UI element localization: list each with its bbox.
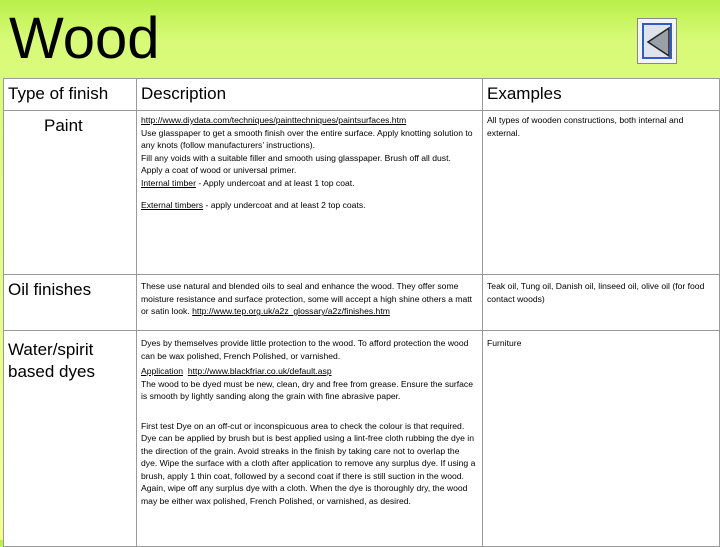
internal-label: Internal timber — [141, 177, 196, 188]
finish-description — [137, 331, 483, 547]
desc-line: Fill any voids with a suitable filler and smooth using glasspaper. Brush off all dust. — [141, 152, 451, 163]
desc-method: First test Dye on an off-cut or inconspicuous area to check the colour is that required. Dye can be applied by brush but is best applied using a lint-free cloth rubbing the dye in the direction of the grain. Avoid streaks in the finish by taking care not to overlap the dye. Wipe the surface with a cloth after application to remove any surplus dye. If using a brush, apply 1 thin coat, followed by a second coat if there is still suction in the wood. Again, wipe off any surplus dye with a cloth. When the dye is thoroughly dry, the wood may be either wax polished, French Polished, or varnished, as desired. — [141, 420, 476, 506]
table-row — [4, 331, 720, 547]
desc-prep: The wood to be dyed must be new, clean, dry and free from grease. Ensure the surface is smooth by lightly sanding along the grain with fine abrasive paper. — [141, 378, 474, 401]
finish-name: Paint — [4, 111, 137, 275]
finish-examples: Furniture — [483, 331, 720, 547]
finish-name: Water/spirit based dyes — [4, 331, 137, 547]
back-arrow-icon — [642, 23, 674, 61]
external-label: External timbers — [141, 200, 204, 210]
link[interactable]: http://www.tep.org.uk/a2z_glossary/a2z/finishes.htm — [192, 306, 390, 316]
table-row — [4, 111, 720, 275]
header-description: Description — [137, 79, 483, 111]
header-examples: Examples — [483, 79, 720, 111]
external-text: - apply undercoat and at least 2 top coats. — [203, 200, 366, 210]
link[interactable]: http://www.diydata.com/techniques/painttechniques/paintsurfaces.htm — [141, 115, 407, 125]
desc-text: Dyes by themselves provide little protection to the wood. To afford protection the wood can be wax polished, French Polished, or varnished. — [141, 338, 469, 361]
finish-description — [137, 111, 483, 275]
header-row — [4, 79, 720, 111]
finish-examples: Teak oil, Tung oil, Danish oil, linseed oil, olive oil (for food contact woods) — [483, 275, 720, 331]
finish-examples: All types of wooden constructions, both internal and external. — [483, 111, 720, 275]
desc-line: Use glasspaper to get a smooth finish over the entire surface. Apply knotting solution to any knots (follow manufacturers’ instructions). — [141, 127, 473, 150]
finish-name: Oil finishes — [4, 275, 137, 331]
desc-text: These use natural and blended oils to seal and enhance the wood. They offer some moisture resistance and surface protection, some will accept a high shine others a matt or satin look. — [141, 281, 473, 316]
header-type: Type of finish — [4, 79, 137, 111]
link[interactable]: http://www.blackfriar.co.uk/default.asp — [187, 366, 332, 376]
table-row — [4, 275, 720, 331]
internal-text: - Apply undercoat and at least 1 top coat. — [195, 177, 355, 188]
finish-description — [137, 275, 483, 331]
page-title: Wood — [9, 6, 160, 71]
finishes-table — [3, 78, 720, 547]
desc-line: Apply a coat of wood or universal primer. — [141, 165, 297, 175]
back-button[interactable] — [637, 18, 677, 64]
application-label: Application — [141, 366, 184, 376]
